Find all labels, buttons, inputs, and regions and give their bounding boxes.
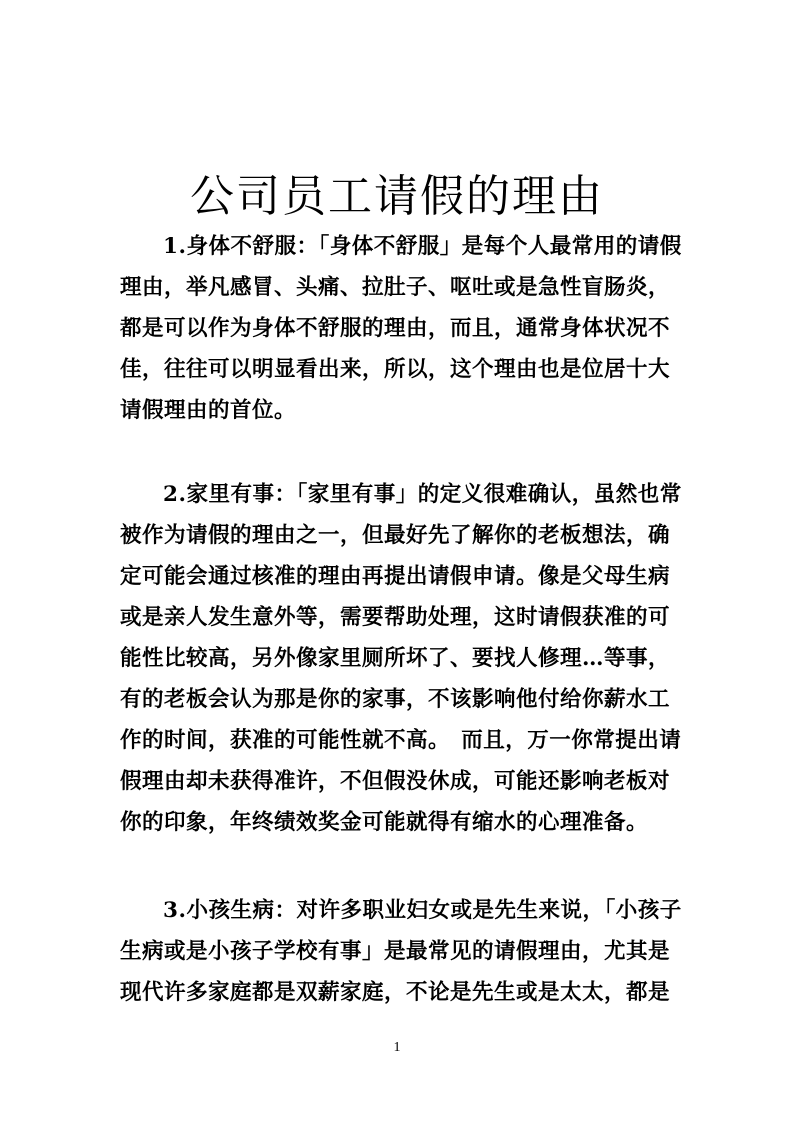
- text-line: 有的老板会认为那是你的家事，不该影响他付给你薪水工: [120, 687, 671, 712]
- text-line: 1.身体不舒服：「身体不舒服」是每个人最常用的请假: [163, 234, 682, 259]
- paragraph-3: [120, 890, 680, 1013]
- text-line: 被作为请假的理由之一，但最好先了解你的老板想法，确: [120, 523, 671, 548]
- document-title: 公司员工请假的理由: [190, 171, 604, 223]
- text-line: 定可能会通过核准的理由再提出请假申请。像是父母生病: [120, 564, 671, 589]
- text-line: 都是可以作为身体不舒服的理由，而且，通常身体状况不: [120, 316, 671, 341]
- text-line: 作的时间，获准的可能性就不高。 而且，万一你常提出请: [120, 728, 682, 753]
- paragraph-1: [120, 226, 680, 431]
- text-line: 理由，举凡感冒、头痛、拉肚子、呕吐或是急性盲肠炎，: [120, 275, 671, 300]
- text-line: 现代许多家庭都是双薪家庭，不论是先生或是太太，都是: [120, 980, 671, 1005]
- text-line: 或是亲人发生意外等，需要帮助处理，这时请假获准的可: [120, 605, 671, 630]
- page-number: 1: [393, 1040, 401, 1055]
- text-line: 2.家里有事：「家里有事」的定义很难确认，虽然也常: [163, 482, 682, 507]
- text-line: 你的印象，年终绩效奖金可能就得有缩水的心理准备。: [120, 810, 649, 835]
- paragraph-2: [120, 474, 680, 843]
- text-line: 生病或是小孩子学校有事」是最常见的请假理由，尤其是: [120, 939, 671, 964]
- text-line: 请假理由的首位。: [120, 398, 297, 423]
- text-line: 假理由却未获得准许，不但假没休成，可能还影响老板对: [120, 769, 671, 794]
- text-line: 3.小孩生病：对许多职业妇女或是先生来说，「小孩子: [163, 898, 682, 923]
- text-line: 佳，往往可以明显看出来，所以，这个理由也是位居十大: [120, 357, 671, 382]
- text-line: 能性比较高，另外像家里厕所坏了、要找人修理…等事，: [120, 646, 671, 671]
